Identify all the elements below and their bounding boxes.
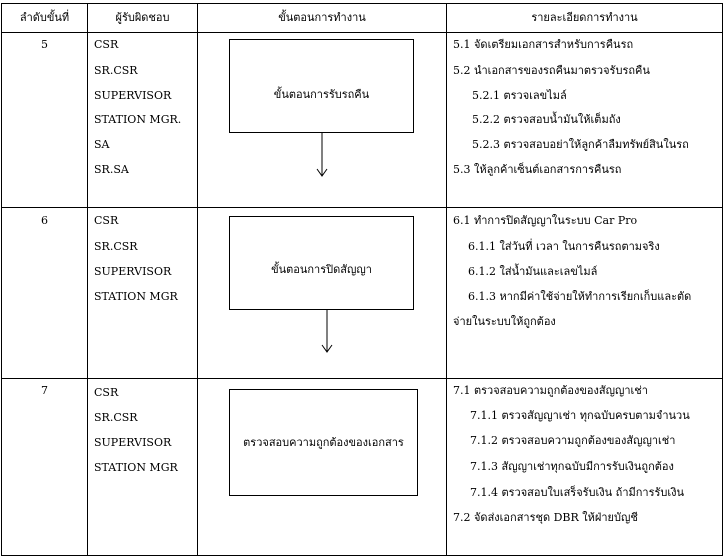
process-step-box — [229, 389, 418, 496]
table-border-right — [722, 3, 723, 556]
role: SA — [94, 138, 110, 151]
detail-line: 5.2.1 ตรวจเลขไมล์ — [472, 89, 567, 102]
detail-line: 5.2.3 ตรวจสอบอย่าให้ลูกค้าลืมทรัพย์สินในรถ — [472, 138, 689, 151]
column-divider — [446, 3, 447, 556]
table-border-top — [1, 3, 723, 4]
row-divider — [1, 378, 723, 379]
row-divider — [1, 207, 723, 208]
detail-line: 7.1.1 ตรวจสัญญาเช่า ทุกฉบับครบตามจำนวน — [470, 409, 690, 422]
header-seq: ลำดับขั้นที่ — [19, 11, 70, 24]
table-border-bottom — [1, 555, 723, 556]
table-border-left — [1, 3, 2, 556]
step-number: 6 — [41, 214, 48, 227]
detail-line: 6.1.1 ใส่วันที่ เวลา ในการคืนรถตามจริง — [468, 240, 660, 253]
role: STATION MGR — [94, 290, 178, 303]
process-step-box — [229, 216, 414, 310]
role: SR.SA — [94, 163, 129, 176]
process-step-label: ตรวจสอบความถูกต้องของเอกสาร — [243, 436, 404, 449]
role: SUPERVISOR — [94, 265, 172, 278]
detail-line: 5.2 นำเอกสารของรถคืนมาตรวจรับรถคืน — [453, 64, 650, 77]
down-arrow-icon — [320, 309, 334, 354]
column-divider — [197, 3, 198, 556]
role: CSR — [94, 38, 119, 51]
role: STATION MGR — [94, 461, 178, 474]
detail-line: 7.1 ตรวจสอบความถูกต้องของสัญญาเช่า — [453, 384, 648, 397]
detail-line: 7.1.3 สัญญาเช่าทุกฉบับมีการรับเงินถูกต้อง — [470, 460, 674, 473]
header-divider — [1, 32, 723, 33]
process-step-label: ขั้นตอนการรับรถคืน — [273, 88, 370, 101]
detail-line: 5.2.2 ตรวจสอบน้ำมันให้เต็มถัง — [472, 113, 621, 126]
header-responsible: ผู้รับผิดชอบ — [115, 11, 170, 24]
column-divider — [87, 3, 88, 556]
detail-line: 7.2 จัดส่งเอกสารชุด DBR ให้ฝ่ายบัญชี — [453, 511, 638, 524]
detail-line: จ่ายในระบบให้ถูกต้อง — [453, 315, 556, 328]
process-step-box — [229, 39, 414, 133]
down-arrow-icon — [315, 132, 329, 178]
detail-line: 6.1 ทำการปิดสัญญาในระบบ Car Pro — [453, 214, 638, 227]
detail-line: 6.1.3 หากมีค่าใช้จ่ายให้ทำการเรียกเก็บและตัด — [468, 290, 692, 303]
process-step-label: ขั้นตอนการปิดสัญญา — [271, 263, 372, 276]
role: STATION MGR. — [94, 113, 182, 126]
detail-line: 6.1.2 ใส่น้ำมันและเลขไมล์ — [468, 265, 598, 278]
detail-line: 7.1.4 ตรวจสอบใบเสร็จรับเงิน ถ้ามีการรับเงิน — [470, 486, 685, 499]
header-details: รายละเอียดการทำงาน — [531, 11, 638, 24]
detail-line: 7.1.2 ตรวจสอบความถูกต้องของสัญญาเช่า — [470, 434, 676, 447]
step-number: 7 — [41, 384, 48, 397]
detail-line: 5.1 จัดเตรียมเอกสารสำหรับการคืนรถ — [453, 38, 634, 51]
role: CSR — [94, 386, 119, 399]
role: SUPERVISOR — [94, 89, 172, 102]
role: SR.CSR — [94, 411, 138, 424]
role: SUPERVISOR — [94, 436, 172, 449]
role: SR.CSR — [94, 240, 138, 253]
detail-line: 5.3 ให้ลูกค้าเซ็นต์เอกสารการคืนรถ — [453, 163, 622, 176]
step-number: 5 — [41, 38, 48, 51]
role: SR.CSR — [94, 64, 138, 77]
role: CSR — [94, 214, 119, 227]
header-process: ขั้นตอนการทำงาน — [278, 11, 366, 24]
